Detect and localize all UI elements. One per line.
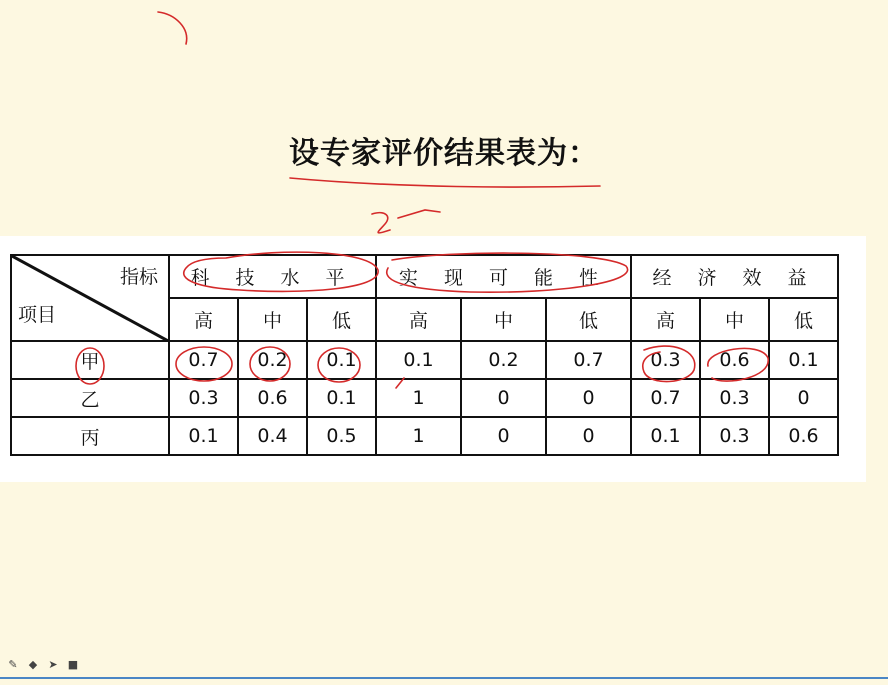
group-header-economic: 经 济 效 益: [631, 255, 838, 298]
table-cell: 0.1: [307, 341, 376, 379]
table-cell: 1: [376, 379, 461, 417]
table-cell: 0.1: [376, 341, 461, 379]
eraser-icon[interactable]: ◆: [28, 658, 38, 671]
table-cell: 0.7: [546, 341, 631, 379]
table-cell: 0.5: [307, 417, 376, 455]
level-header: 高: [631, 298, 700, 341]
level-header: 低: [546, 298, 631, 341]
table-cell: 0.6: [238, 379, 307, 417]
table-cell: 0.1: [631, 417, 700, 455]
level-header: 低: [769, 298, 838, 341]
table-cell: 0.3: [700, 417, 769, 455]
level-header: 高: [376, 298, 461, 341]
table-cell: 0: [546, 417, 631, 455]
table-cell: 0.6: [700, 341, 769, 379]
pointer-icon[interactable]: ➤: [48, 658, 58, 671]
level-header: 低: [307, 298, 376, 341]
evaluation-table: [10, 254, 839, 456]
level-header: 中: [461, 298, 546, 341]
table-cell: 0.2: [238, 341, 307, 379]
level-header: 高: [169, 298, 238, 341]
level-header: 中: [700, 298, 769, 341]
table-cell: 0: [461, 417, 546, 455]
slide-title: 设专家评价结果表为：: [289, 136, 599, 171]
table-cell: 0.3: [631, 341, 700, 379]
corner-cell: [11, 255, 169, 341]
table-cell: 0: [461, 379, 546, 417]
screen-icon[interactable]: ■: [67, 658, 79, 671]
group-header-tech: 科 技 水 平: [169, 255, 376, 298]
table-cell: 0.1: [169, 417, 238, 455]
table-cell: 0.2: [461, 341, 546, 379]
table-cell: 0.1: [769, 341, 838, 379]
row-label: 丙: [11, 417, 169, 455]
row-label: 乙: [11, 379, 169, 417]
table-cell: 1: [376, 417, 461, 455]
ink-squiggle: [372, 210, 440, 233]
bottom-border: [0, 677, 888, 679]
row-label: 甲: [11, 341, 169, 379]
corner-indicator-label: 指标: [119, 266, 158, 288]
table-cell: 0.7: [631, 379, 700, 417]
table-row: [11, 379, 838, 417]
level-header: 中: [238, 298, 307, 341]
ink-underline: [290, 178, 600, 187]
table-cell: 0.7: [169, 341, 238, 379]
corner-item-label: 项目: [18, 304, 57, 326]
table-cell: 0.6: [769, 417, 838, 455]
group-header-feasibility: 实 现 可 能 性: [376, 255, 631, 298]
pen-icon[interactable]: ✎: [8, 658, 18, 671]
table-cell: 0.4: [238, 417, 307, 455]
table-cell: 0.1: [307, 379, 376, 417]
table-row: [11, 341, 838, 379]
table-cell: 0: [546, 379, 631, 417]
table-panel: [0, 236, 866, 482]
table-cell: 0: [769, 379, 838, 417]
table-row: [11, 417, 838, 455]
table-cell: 0.3: [169, 379, 238, 417]
ink-stroke-top: [158, 12, 187, 44]
table-cell: 0.3: [700, 379, 769, 417]
presentation-toolbar: [6, 659, 80, 671]
